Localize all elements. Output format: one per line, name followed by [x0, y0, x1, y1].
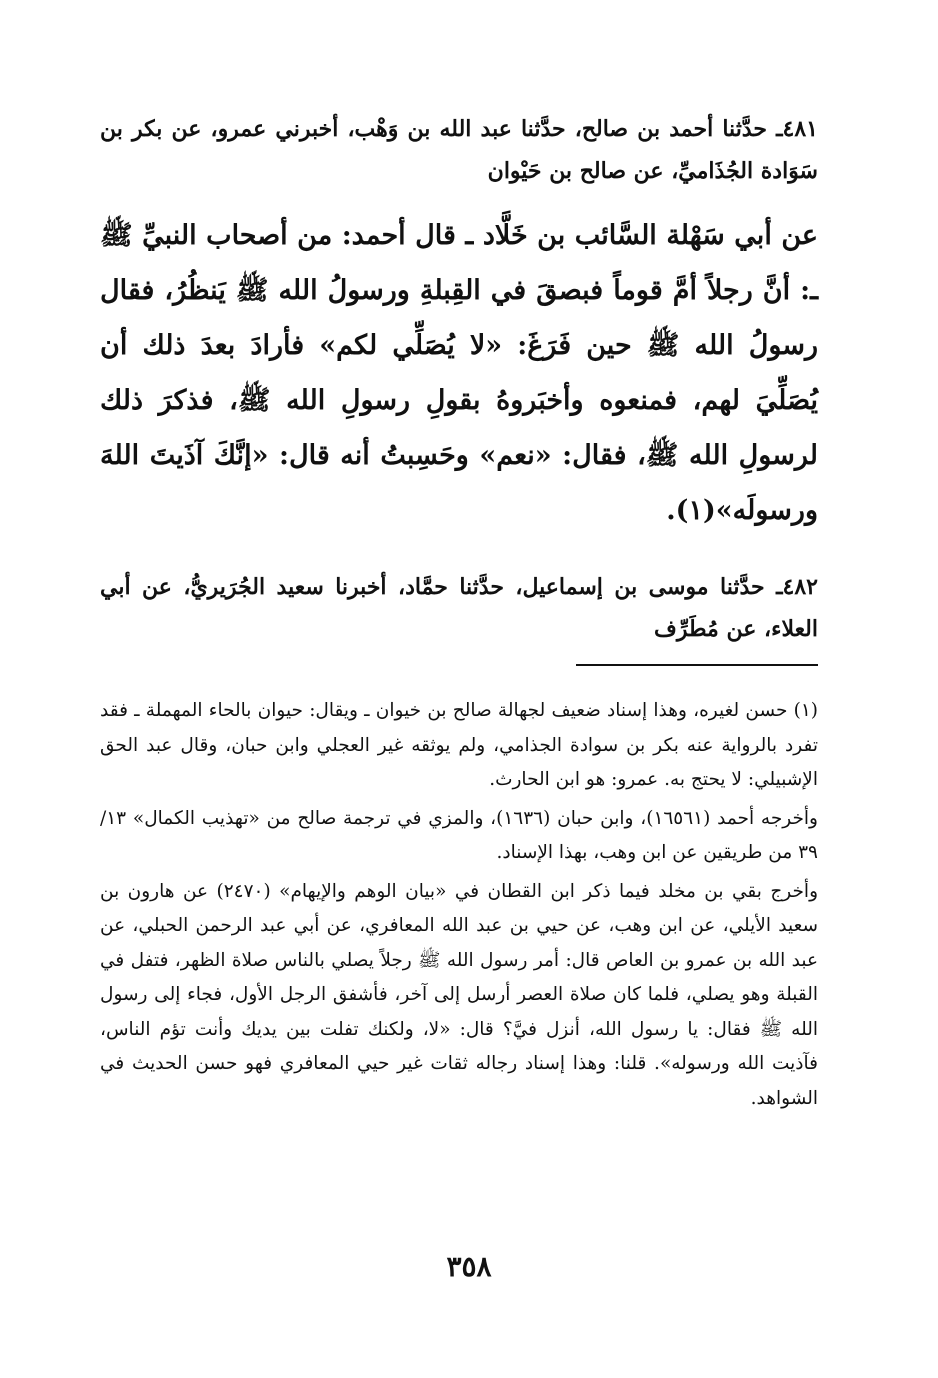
hadith-482-chain: ٤٨٢ـ حدَّثنا موسى بن إسماعيل، حدَّثنا حمَّاد، أخبرنا سعيد الجُرَيريُّ، عن أبي العلاء، عن مُطَرِّف — [100, 574, 818, 642]
footnote-1: (١) حسن لغيره، وهذا إسناد ضعيف لجهالة صالح بن خيوان ـ ويقال: حيوان بالحاء المهملة ـ فقد تفرد بالرواية عنه بكر بن سوادة الجذامي، ولم يوثقه غير العجلي وابن حبان، وقال عبد الحق الإشبيلي: لا يحتج به. عمرو: هو ابن الحارث. — [100, 700, 818, 790]
page-body — [100, 108, 818, 1120]
footnote-1-extra: وأخرج بقي بن مخلد فيما ذكر ابن القطان في «بيان الوهم والإيهام» (٢٤٧٠) عن هارون بن سعيد الأيلي، عن ابن وهب، عن حيي بن عبد الله المعافري، عن أبي عبد الرحمن الحبلي، عن عبد الله بن عمرو بن العاص قال: أمر رسول الله ﷺ رجلاً يصلي بالناس صلاة الظهر، فتفل في القبلة وهو يصلي، فلما كان صلاة العصر أرسل إلى آخر، فأشفق الرجل الأول، فجاء إلى رسول الله ﷺ فقال: يا رسول الله، أنزل فيَّ؟ قال: «لا، ولكنك تفلت بين يديك وأنت تؤم الناس، فآذيت الله ورسوله». قلنا: وهذا إسناد رجاله ثقات غير حيي المعافري فهو حسن الحديث في الشواهد. — [100, 880, 819, 1109]
hadith-481-chain: ٤٨١ـ حدَّثنا أحمد بن صالح، حدَّثنا عبد الله بن وَهْب، أخبرني عمرو، عن بكر بن سَوَادة الجُذَاميِّ، عن صالح بن حَيْوان — [100, 116, 818, 184]
hadith-481-text: عن أبي سَهْلة السَّائب بن خَلَّاد ـ قال أحمد: من أصحاب النبيِّ ﷺ ـ: أنَّ رجلاً أمَّ قوماً فبصقَ في القِبلةِ ورسولُ الله ﷺ يَنظُرُ، فقال رسولُ الله ﷺ حين فَرَغَ: «لا يُصَلِّي لكم» فأرادَ بعدَ ذلك أن يُصَلِّيَ لهم، فمنعوه وأخبَروهُ بقولِ رسولِ الله ﷺ، فذكرَ ذلك لرسولِ الله ﷺ، فقال: «نعم» وحَسِبتُ أنه قال: «إنَّكَ آذَيتَ اللهَ ورسولَه»(١). — [100, 220, 818, 526]
footnote-1-continued: وأخرجه أحمد (١٦٥٦١)، وابن حبان (١٦٣٦)، والمزي في ترجمة صالح من «تهذيب الكمال» ١٣/ ٣٩ من طريقين عن ابن وهب، بهذا الإسناد. — [100, 807, 818, 863]
footnote-divider — [576, 664, 818, 666]
page-number: ٣٥٨ — [446, 1250, 492, 1283]
footnotes-section — [100, 694, 818, 1116]
